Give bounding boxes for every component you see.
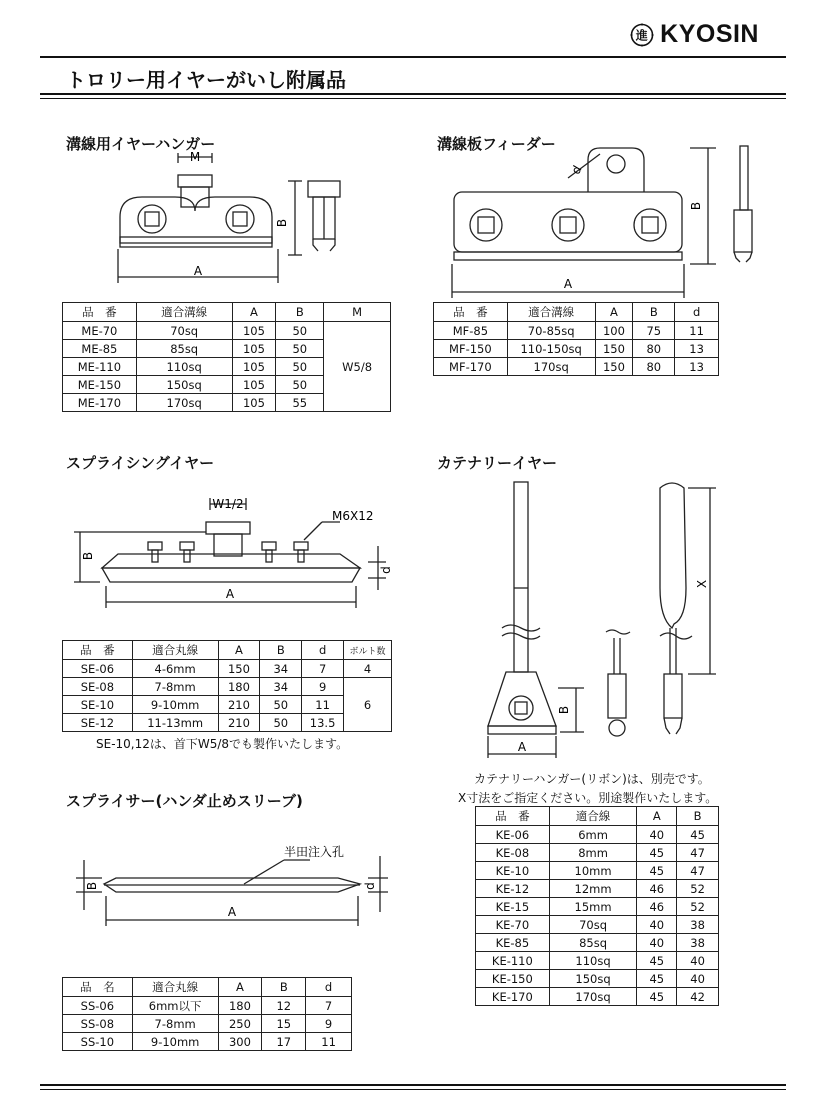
svg-text:A: A [225,587,235,601]
table-header-row: 品 番 適合丸線 A B d ボルト数 [63,641,392,660]
table-row: ME-170 170sq 105 55 [63,394,391,412]
splicing-ear-table [62,640,392,732]
table-row: ME-85 85sq 105 50 [63,340,391,358]
svg-text:B: B [689,201,703,211]
table-header-row: 品 名 適合丸線 A B d [63,978,352,997]
catenary-note-1: カテナリーハンガー(リボン)は、別売です。 [474,772,710,786]
table-row: SS-06 6mm以下 180 12 7 [63,997,352,1015]
header-rule [40,56,786,58]
svg-text:B: B [81,551,95,561]
catenary-ear-drawing [480,478,740,768]
svg-text:d: d [568,163,585,177]
table-row: SE-08 7-8mm 180 34 9 6 [63,678,392,696]
ear-hanger-table [62,302,391,412]
table-header-row: 品 番 適合溝線 A B d [434,303,719,322]
catenary-ear-table [475,806,719,1006]
splicing-ear-drawing [70,490,400,620]
table-row: ME-150 150sq 105 50 [63,376,391,394]
svg-text:A: A [517,740,527,754]
ear-hanger-drawing [100,145,360,285]
footer-rule-thin [40,1089,786,1090]
table-row: KE-70 70sq 40 38 [476,916,719,934]
table-row: ME-70 70sq 105 50 W5/8 [63,322,391,340]
svg-text:B: B [85,881,99,891]
table-header-row: 品 番 適合溝線 A B M [63,303,391,322]
svg-text:d: d [363,882,377,890]
kyosin-emblem-icon [630,23,654,47]
svg-text:半田注入孔: 半田注入孔 [284,845,345,859]
table-row: SS-08 7-8mm 250 15 9 [63,1015,352,1033]
svg-text:B: B [557,705,571,715]
svg-text:A: A [563,277,573,291]
svg-text:M: M [189,150,201,164]
title-rule-thin [40,98,786,99]
ear-hanger-title: 溝線用イヤーハンガー [66,135,216,153]
table-row: KE-12 12mm 46 52 [476,880,719,898]
page-title: トロリー用イヤーがいし附属品 [66,68,346,92]
svg-text:A: A [227,905,237,919]
brand-logo [630,20,759,49]
svg-text:M6X12: M6X12 [332,509,374,523]
footer-rule-thick [40,1084,786,1086]
table-row: KE-85 85sq 40 38 [476,934,719,952]
table-row: MF-150 110-150sq 150 80 13 [434,340,719,358]
splicer-drawing [70,840,400,940]
table-row: KE-170 170sq 45 42 [476,988,719,1006]
plate-feeder-title: 溝線板フィーダー [437,135,556,153]
table-row: ME-110 110sq 105 50 [63,358,391,376]
splicing-ear-note: SE-10,12は、首下W5/8でも製作いたします。 [96,737,349,751]
table-row: SE-12 11-13mm 210 50 13.5 [63,714,392,732]
svg-text:d: d [379,566,393,574]
table-row: KE-15 15mm 46 52 [476,898,719,916]
svg-text:A: A [193,264,203,278]
table-row: KE-150 150sq 45 40 [476,970,719,988]
svg-text:W1/2: W1/2 [212,497,244,511]
table-row: KE-06 6mm 40 45 [476,826,719,844]
table-row: SS-10 9-10mm 300 17 11 [63,1033,352,1051]
svg-text:B: B [275,218,289,228]
svg-text:進: 進 [635,28,649,42]
splicing-ear-title: スプライシングイヤー [66,454,215,472]
table-row: KE-10 10mm 45 47 [476,862,719,880]
plate-feeder-table [433,302,719,376]
table-row: KE-08 8mm 45 47 [476,844,719,862]
table-row: MF-170 170sq 150 80 13 [434,358,719,376]
splicer-table [62,977,352,1051]
table-header-row: 品 番 適合線 A B [476,807,719,826]
table-row: MF-85 70-85sq 100 75 11 [434,322,719,340]
plate-feeder-drawing [440,140,770,300]
table-row: SE-06 4-6mm 150 34 7 4 [63,660,392,678]
table-row: KE-110 110sq 45 40 [476,952,719,970]
merged-m-cell: W5/8 [324,322,391,412]
brand-name: KYOSIN [660,20,759,48]
table-row: SE-10 9-10mm 210 50 11 [63,696,392,714]
title-rule-thick [40,93,786,95]
splicer-title: スプライサー(ハンダ止めスリーブ) [66,792,303,810]
catenary-note-2: X寸法をご指定ください。別途製作いたします。 [458,791,718,805]
svg-text:X: X [695,579,709,589]
catenary-ear-title: カテナリーイヤー [437,454,558,472]
